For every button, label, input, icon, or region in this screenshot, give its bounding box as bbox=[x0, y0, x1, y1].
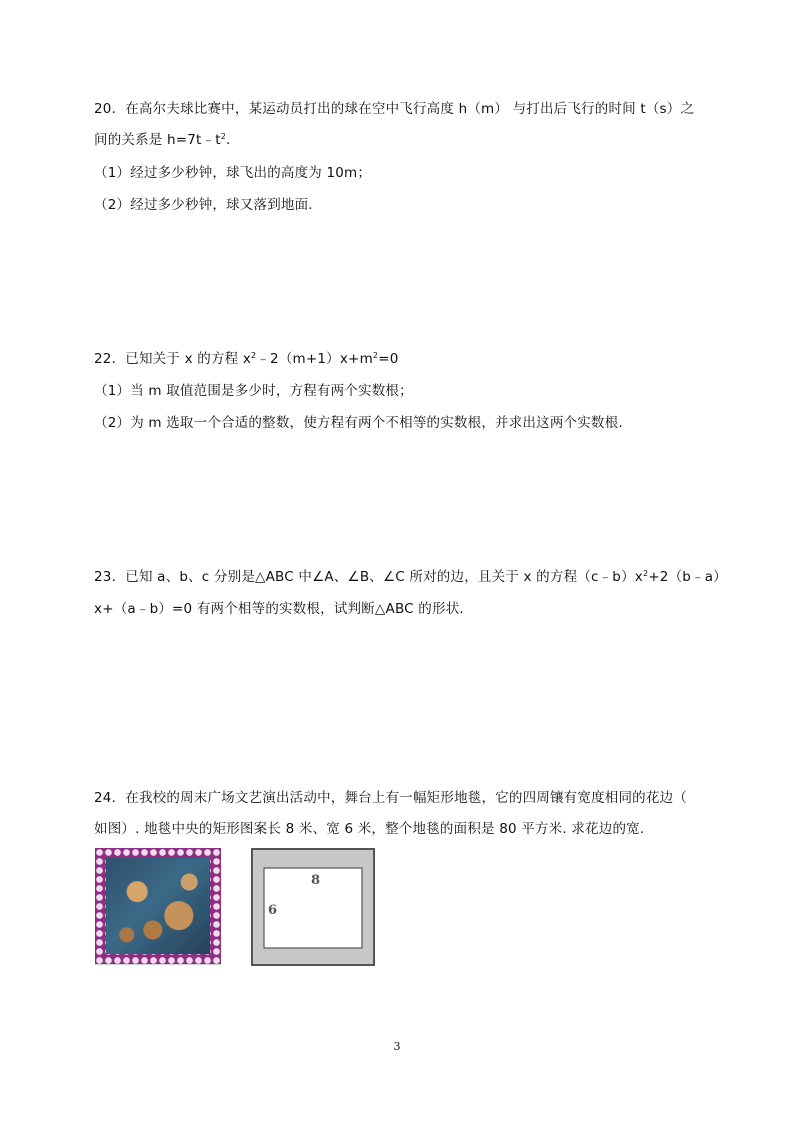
q23-text-a: 23．已知 a、b、c 分别是△ABC 中∠A、∠B、∠C 所对的边，且关于 x 的方程（c﹣b）x bbox=[94, 569, 643, 585]
carpet-diagram bbox=[251, 848, 375, 966]
q22-text-b: ﹣2（m+1）x+m bbox=[256, 351, 373, 367]
q24-line-2: 如图）. 地毯中央的矩形图案长 8 米、宽 6 米，整个地毯的面积是 80 平方米. 求花边的宽. bbox=[94, 821, 645, 837]
diagram-length-label: 8 bbox=[311, 873, 321, 888]
q22-exponent-2: 2 bbox=[372, 351, 379, 360]
q23-line-1 bbox=[94, 567, 727, 587]
q22-sub-2: （2）为 m 选取一个合适的整数，使方程有两个不相等的实数根，并求出这两个实数根. bbox=[94, 415, 623, 431]
q20-sub-2: （2）经过多少秒钟，球又落到地面. bbox=[94, 197, 313, 213]
q22-text-a: 22．已知关于 x 的方程 x bbox=[94, 351, 252, 367]
q23-text-b: +2（b﹣a） bbox=[648, 569, 727, 585]
q23-line-2: x+（a﹣b）=0 有两个相等的实数根，试判断△ABC 的形状. bbox=[94, 601, 464, 617]
q22-sub-1: （1）当 m 取值范围是多少时，方程有两个实数根； bbox=[94, 383, 413, 399]
carpet-center-pattern bbox=[106, 858, 210, 954]
q23-exponent: 2 bbox=[642, 569, 649, 578]
q24-line-1: 24．在我校的周末广场文艺演出活动中，舞台上有一幅矩形地毯，它的四周镶有宽度相同的花边（ bbox=[94, 790, 687, 806]
q20-line-2-text: 间的关系是 h=7t﹣t bbox=[94, 132, 221, 148]
q20-sub-1: （1）经过多少秒钟，球飞出的高度为 10m； bbox=[94, 165, 372, 181]
q20-line-2-end: . bbox=[226, 132, 231, 148]
q20-exponent: 2 bbox=[220, 132, 227, 141]
page-number: 3 bbox=[393, 1040, 401, 1053]
q22-exponent-1: 2 bbox=[251, 351, 257, 360]
q20-line-2 bbox=[94, 130, 231, 150]
carpet-photo bbox=[95, 848, 221, 965]
q22-line-1 bbox=[94, 349, 399, 369]
diagram-width-label: 6 bbox=[268, 903, 278, 918]
q22-text-c: =0 bbox=[378, 351, 399, 367]
q20-line-1: 20．在高尔夫球比赛中，某运动员打出的球在空中飞行高度 h（m） 与打出后飞行的时间 t（s）之 bbox=[94, 101, 695, 117]
